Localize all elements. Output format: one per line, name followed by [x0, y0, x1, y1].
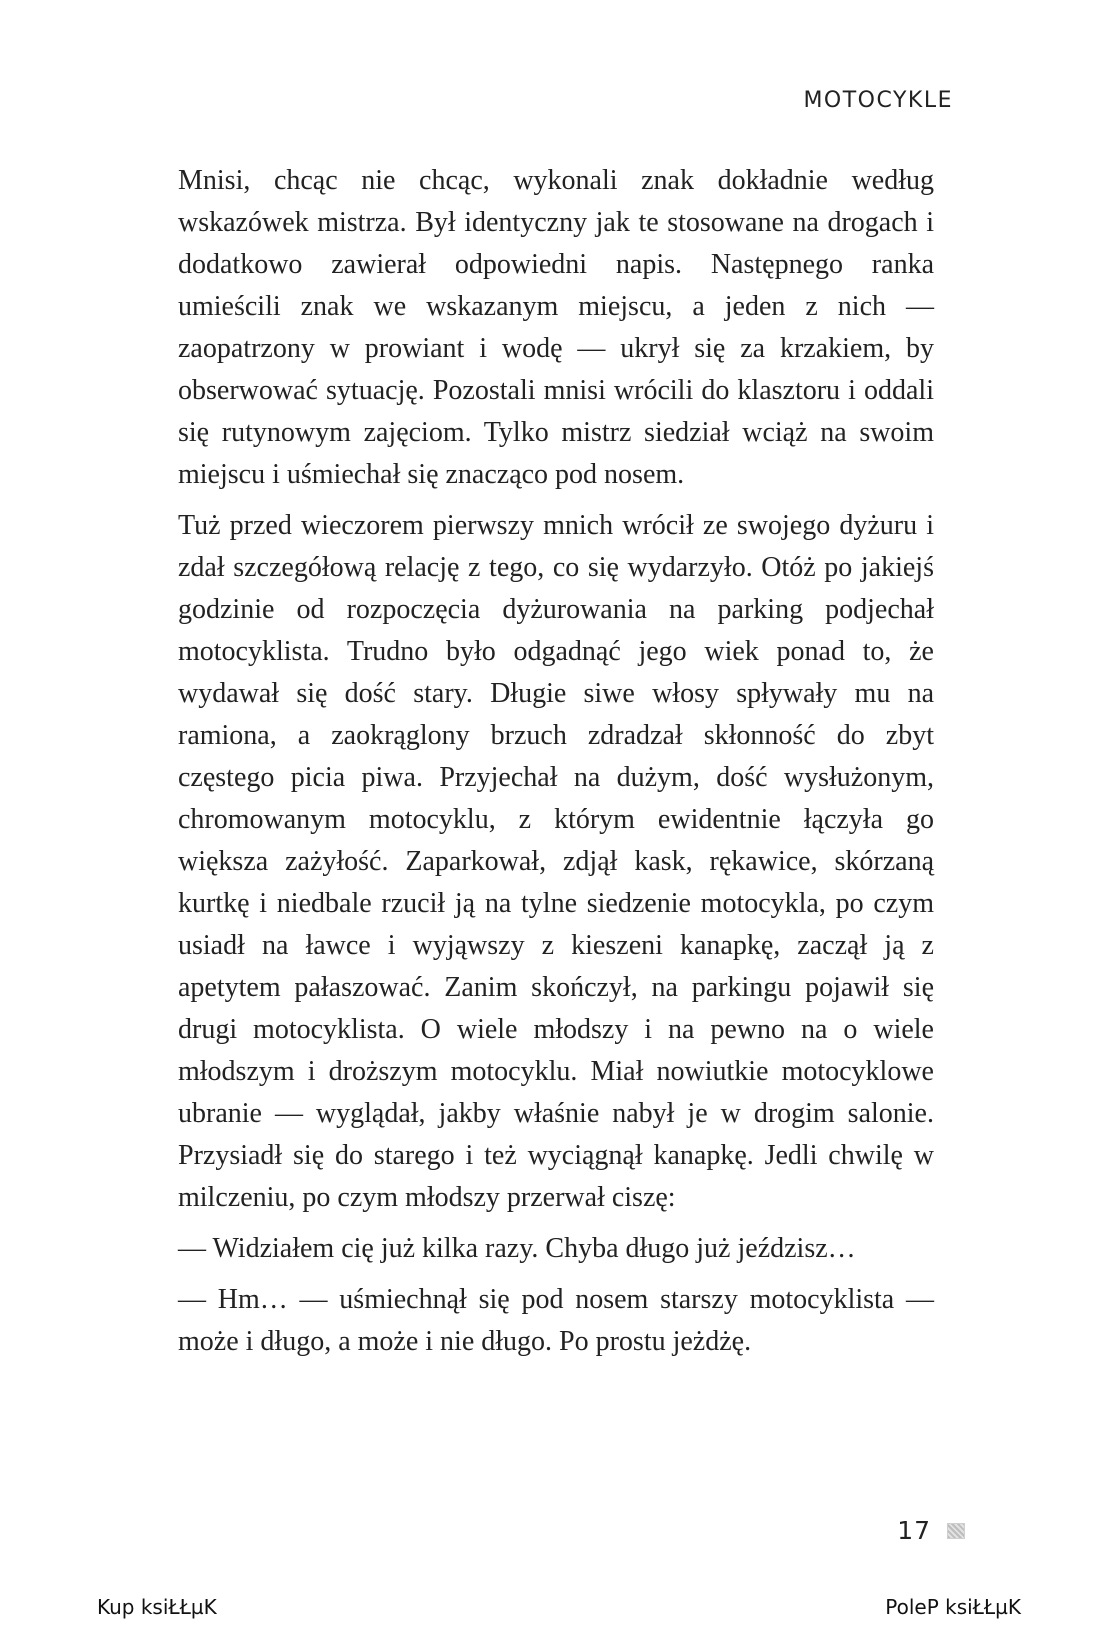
paragraph: Tuż przed wieczorem pierwszy mnich wrócił ze swojego dyżuru i zdał szczegółową relację z tego, co się wydarzyło. Otóż po jakiejś godzinie od rozpoczęcia dyżurowania na parking podjechał motocyklista. Trudno było odgadnąć jego wiek ponad to, że wydawał się dość stary. Długie siwe włosy spływały mu na ramiona, a zaokrąglony brzuch zdradzał skłonność do zbyt częstego picia piwa. Przyjechał na dużym, dość wysłużonym, chromowanym motocyklu, z którym ewidentnie łączyła go większa zażyłość. Zaparkował, zdjął kask, rękawice, skórzaną kurtkę i niedbale rzucił ją na tylne siedzenie motocykla, po czym usiadł na ławce i wyjąwszy z kieszeni kanapkę, zaczął ją z apetytem pałaszować. Zanim skończył, na parkingu pojawił się drugi motocyklista. O wiele młodszy i na pewno na o wiele młodszym i droższym motocyklu. Miał nowiutkie motocyklowe ubranie — wyglądał, jakby właśnie nabył je w drogim salonie. Przysiadł się do starego i też wyciągnął kanapkę. Jedli chwilę w milczeniu, po czym młodszy przerwał ciszę:: [178, 510, 934, 1213]
dialogue-line: — Hm… — uśmiechnął się pod nosem starszy motocyklista — może i długo, a może i nie długo. Po prostu jeżdżę.: [178, 1284, 934, 1357]
buy-book-link[interactable]: Kup ksiŁŁµK: [97, 1595, 217, 1619]
page-number: 17: [897, 1516, 931, 1545]
paragraph: Mnisi, chcąc nie chcąc, wykonali znak dokładnie według wskazówek mistrza. Był identyczny jak te stosowane na drogach i dodatkowo zawierał odpowiedni napis. Następnego ranka umieścili znak we wskazanym miejscu, a jeden z nich — zaopatrzony w prowiant i wodę — ukrył się za krzakiem, by obserwować sytuację. Pozostali mnisi wrócili do klasztoru i oddali się rutynowym zajęciom. Tylko mistrz siedział wciąż na swoim miejscu i uśmiechał się znacząco pod nosem.: [178, 165, 934, 490]
dialogue-line: — Widziałem cię już kilka razy. Chyba długo już jeździsz…: [178, 1233, 856, 1264]
recommend-book-link[interactable]: PoleP ksiŁŁµK: [885, 1595, 1021, 1619]
page-body: [178, 160, 934, 1372]
running-header: MOTOCYKLE: [803, 88, 953, 113]
page-mark-icon: [947, 1523, 965, 1539]
